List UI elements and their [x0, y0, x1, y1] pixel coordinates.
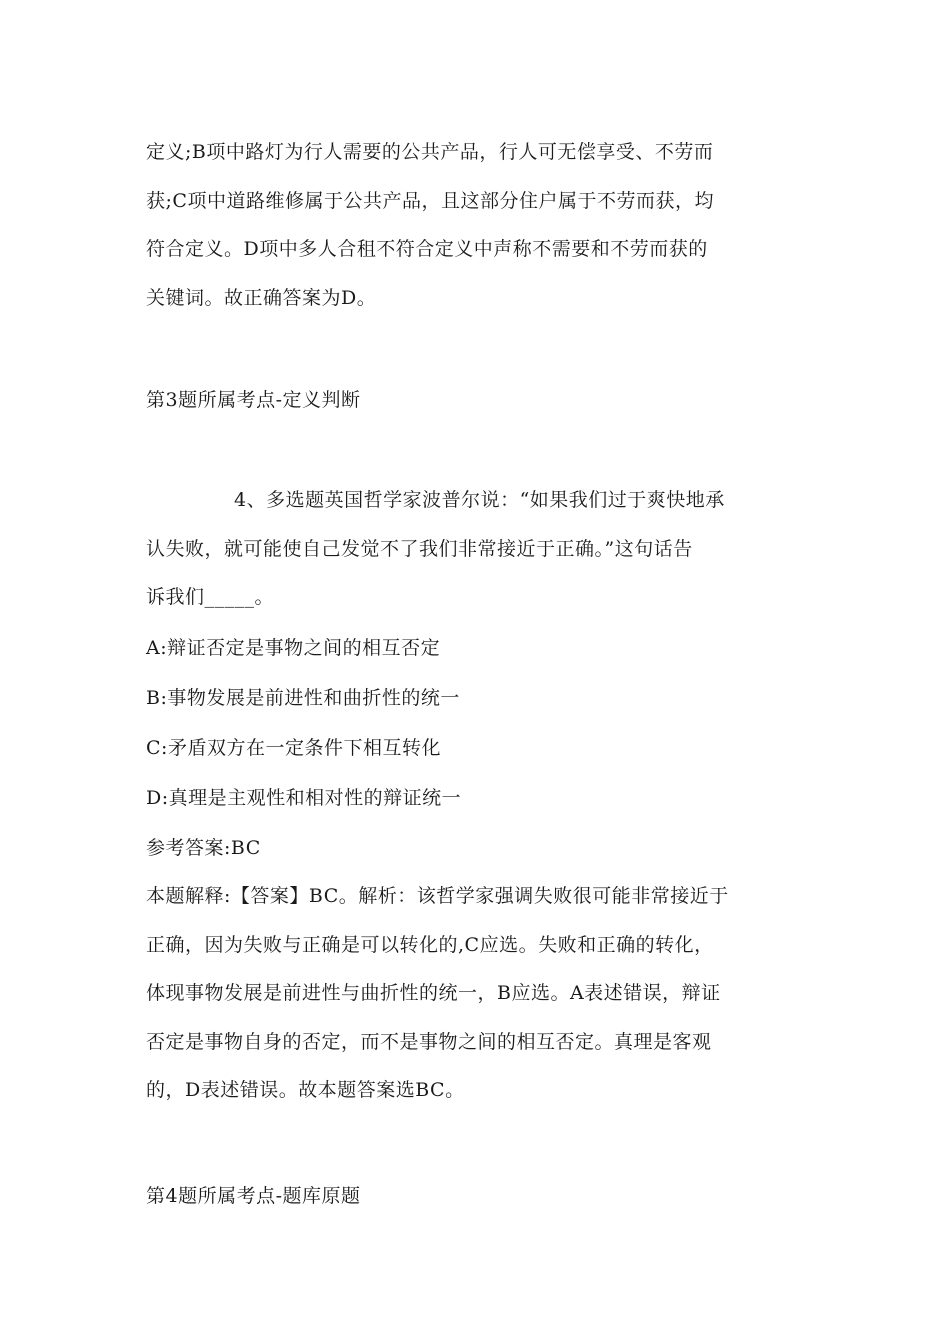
explanation-line: 本题解释:【答案】BC。解析：该哲学家强调失败很可能非常接近于	[146, 885, 729, 907]
option-b: B:事物发展是前进性和曲折性的统一	[146, 687, 460, 709]
explanation-line: 的，D表述错误。故本题答案选BC。	[146, 1079, 465, 1101]
explanation-line: 符合定义。D项中多人合租不符合定义中声称不需要和不劳而获的	[146, 238, 708, 260]
previous-explanation	[146, 128, 806, 322]
explanation-line: 获;C项中道路维修属于公共产品，且这部分住户属于不劳而获，均	[146, 189, 714, 212]
question-stem-line: 4、多选题英国哲学家波普尔说：“如果我们过于爽快地承	[234, 489, 725, 511]
question-stem-line: 诉我们_____。	[146, 586, 275, 608]
explanation-line: 体现事物发展是前进性与曲折性的统一，B应选。A表述错误，辩证	[146, 982, 721, 1004]
explanation-line: 否定是事物自身的否定，而不是事物之间的相互否定。真理是客观	[146, 1030, 712, 1053]
question-stem-line: 认失败，就可能使自己发觉不了我们非常接近于正确。”这句话告	[146, 537, 693, 560]
question-4-stem	[146, 476, 806, 622]
option-c: C:矛盾双方在一定条件下相互转化	[146, 737, 441, 759]
q3-topic-label: 第3题所属考点-定义判断	[146, 389, 361, 411]
option-d: D:真理是主观性和相对性的辩证统一	[146, 787, 462, 809]
explanation-line: 关键词。故正确答案为D。	[146, 286, 377, 309]
explanation-line: 定义;B项中路灯为行人需要的公共产品，行人可无偿享受、不劳而	[146, 141, 714, 163]
explanation-line: 正确，因为失败与正确是可以转化的,C应选。失败和正确的转化，	[146, 933, 714, 956]
option-a: A:辩证否定是事物之间的相互否定	[146, 637, 441, 659]
question-4-explanation	[146, 872, 806, 1115]
q4-topic-label: 第4题所属考点-题库原题	[146, 1185, 361, 1207]
reference-answer: 参考答案:BC	[146, 837, 261, 859]
